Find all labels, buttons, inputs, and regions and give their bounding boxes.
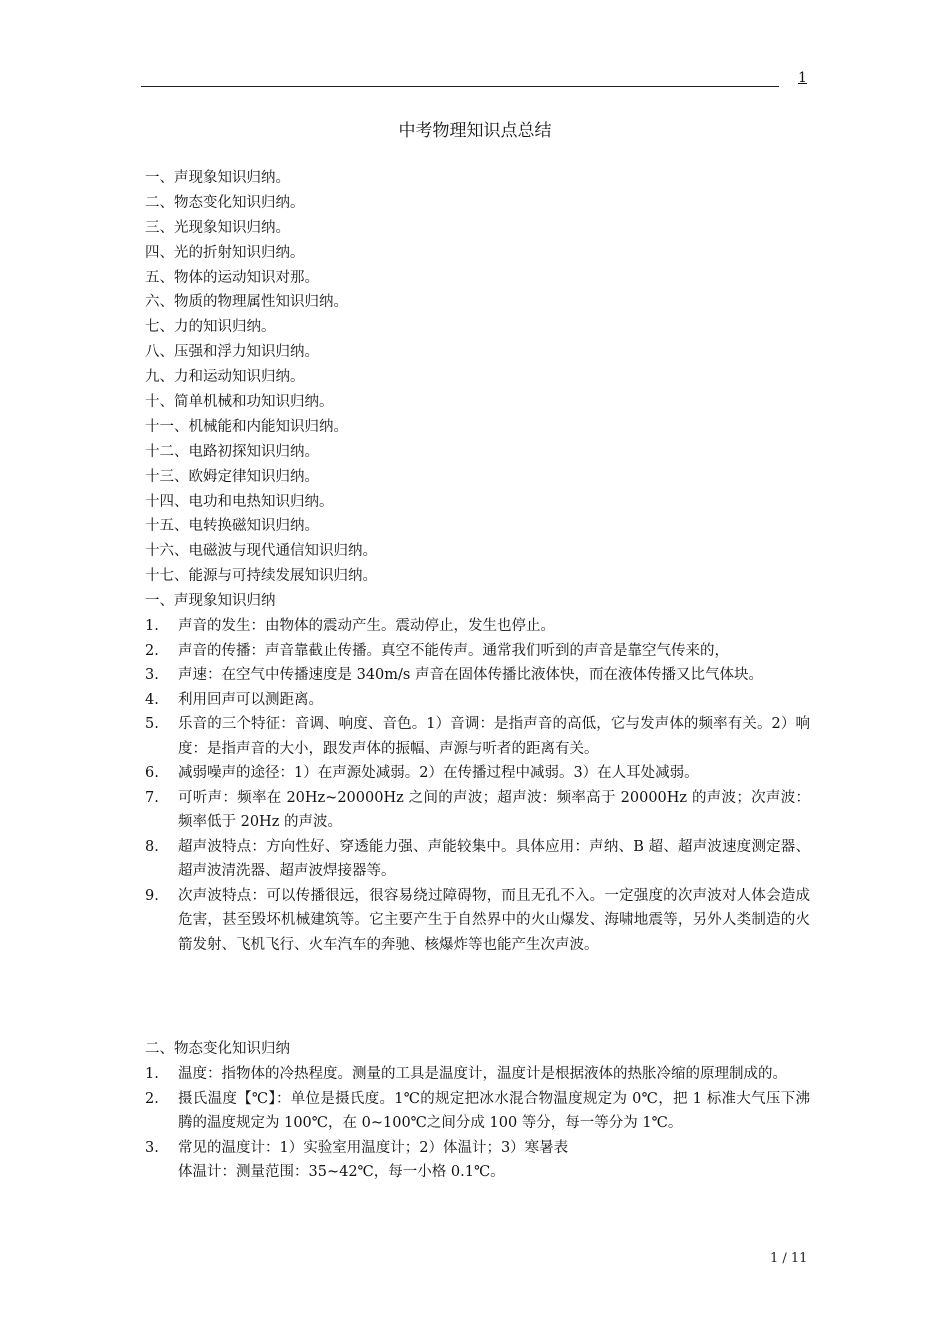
item-number: 1. (145, 618, 159, 634)
toc-item: 十三、欧姆定律知识归纳。 (145, 468, 319, 485)
item-text: 减弱噪声的途径：1）在声源处减弱。2）在传播过程中减弱。3）在人耳处减弱。 (178, 765, 699, 781)
list-item (145, 884, 810, 958)
toc-item: 十七、能源与可持续发展知识归纳。 (145, 568, 377, 585)
item-number: 3. (145, 1139, 159, 1156)
item-text: 次声波特点：可以传播很远，很容易绕过障碍物，而且无孔不入。一定强度的次声波对人体会造成危害，甚至毁坏机械建筑等。它主要产生于自然界中的火山爆发、海啸地震等，另外人类制造的火箭发射、飞机飞行、火车汽车的奔驰、核爆炸等也能产生次声波。 (178, 887, 810, 953)
item-text: 乐音的三个特征：音调、响度、音色。1）音调：是指声音的高低，它与发声体的频率有关。2）响度：是指声音的大小，跟发声体的振幅、声源与听者的距离有关。 (178, 716, 810, 757)
list-item (145, 1136, 810, 1185)
toc-item: 十六、电磁波与现代通信知识归纳。 (145, 543, 377, 560)
toc-item: 十、简单机械和功知识归纳。 (145, 394, 334, 411)
list-item (145, 639, 810, 664)
section-heading: 二、物态变化知识归纳 (145, 1041, 290, 1057)
section-heading: 一、声现象知识归纳 (145, 593, 276, 609)
list-item (145, 614, 810, 639)
section-sound (145, 589, 810, 957)
item-number: 4. (145, 691, 159, 708)
toc-item: 二、物态变化知识归纳。 (145, 194, 305, 211)
list-item (145, 1062, 810, 1087)
list-item (145, 835, 810, 884)
item-text: 声音的传播：声音靠截止传播。真空不能传声。通常我们听到的声音是靠空气传来的， (178, 642, 729, 659)
toc-item: 十二、电路初探知识归纳。 (145, 443, 319, 460)
list-item (145, 786, 810, 835)
item-text: 可听声：频率在 20Hz~20000Hz 之间的声波；超声波：频率高于 20000Hz 的声波；次声波：频率低于 20Hz 的声波。 (178, 789, 810, 830)
header-page-number: 1 (798, 70, 807, 86)
document-title: 中考物理知识点总结 (398, 121, 552, 141)
toc-item: 八、压强和浮力知识归纳。 (145, 344, 319, 361)
footer-page-indicator: 1 / 11 (770, 1251, 808, 1266)
item-number: 1. (145, 1066, 159, 1082)
item-number: 5. (145, 716, 159, 732)
toc-item: 十一、机械能和内能知识归纳。 (145, 418, 348, 435)
item-text: 常见的温度计：1）实验室用温度计；2）体温计；3）寒暑表 (178, 1139, 569, 1156)
item-text: 声音的发生：由物体的震动产生。震动停止，发生也停止。 (178, 618, 555, 634)
toc-item: 九、力和运动知识归纳。 (145, 369, 305, 386)
toc-item: 十四、电功和电热知识归纳。 (145, 493, 334, 510)
table-of-contents (145, 166, 825, 589)
toc-item: 五、物体的运动知识对那。 (145, 269, 319, 286)
item-text: 超声波特点：方向性好、穿透能力强、声能较集中。具体应用：声纳、B 超、超声波速度测定器、超声波清洗器、超声波焊接器等。 (178, 838, 810, 879)
toc-item: 三、光现象知识归纳。 (145, 219, 290, 236)
item-number: 2. (145, 642, 159, 659)
item-subtext: 体温计：测量范围：35~42℃，每一小格 0.1℃。 (178, 1164, 505, 1180)
item-number: 7. (145, 789, 159, 806)
list-item (145, 761, 810, 786)
list-item (145, 1087, 810, 1136)
header-rule (141, 86, 779, 87)
item-number: 8. (145, 838, 159, 855)
list-item (145, 663, 810, 688)
toc-item: 一、声现象知识归纳。 (145, 170, 290, 186)
toc-item: 七、力的知识归纳。 (145, 319, 276, 336)
section-items (145, 614, 810, 957)
item-number: 3. (145, 667, 159, 683)
item-text: 温度：指物体的冷热程度。测量的工具是温度计，温度计是根据液体的热胀冷缩的原理制成的。 (178, 1066, 787, 1082)
list-item (145, 712, 810, 761)
item-number: 6. (145, 765, 159, 781)
item-text: 利用回声可以测距离。 (178, 691, 323, 708)
item-text: 声速：在空气中传播速度是 340m/s 声音在固体传播比液体快，而在液体传播又比气体块。 (178, 667, 763, 683)
item-number: 9. (145, 887, 159, 904)
list-item (145, 688, 810, 713)
section-items (145, 1062, 810, 1185)
toc-item: 四、光的折射知识归纳。 (145, 244, 305, 261)
item-number: 2. (145, 1090, 159, 1107)
toc-item: 六、物质的物理属性知识归纳。 (145, 294, 348, 311)
section-state-change (145, 1037, 810, 1185)
toc-item: 十五、电转换磁知识归纳。 (145, 518, 319, 535)
item-text: 摄氏温度【℃】：单位是摄氏度。1℃的规定把冰水混合物温度规定为 0℃，把 1 标准大气压下沸腾的温度规定为 100℃，在 0~100℃之间分成 100 等分，每一等分为 1℃。 (178, 1090, 810, 1131)
